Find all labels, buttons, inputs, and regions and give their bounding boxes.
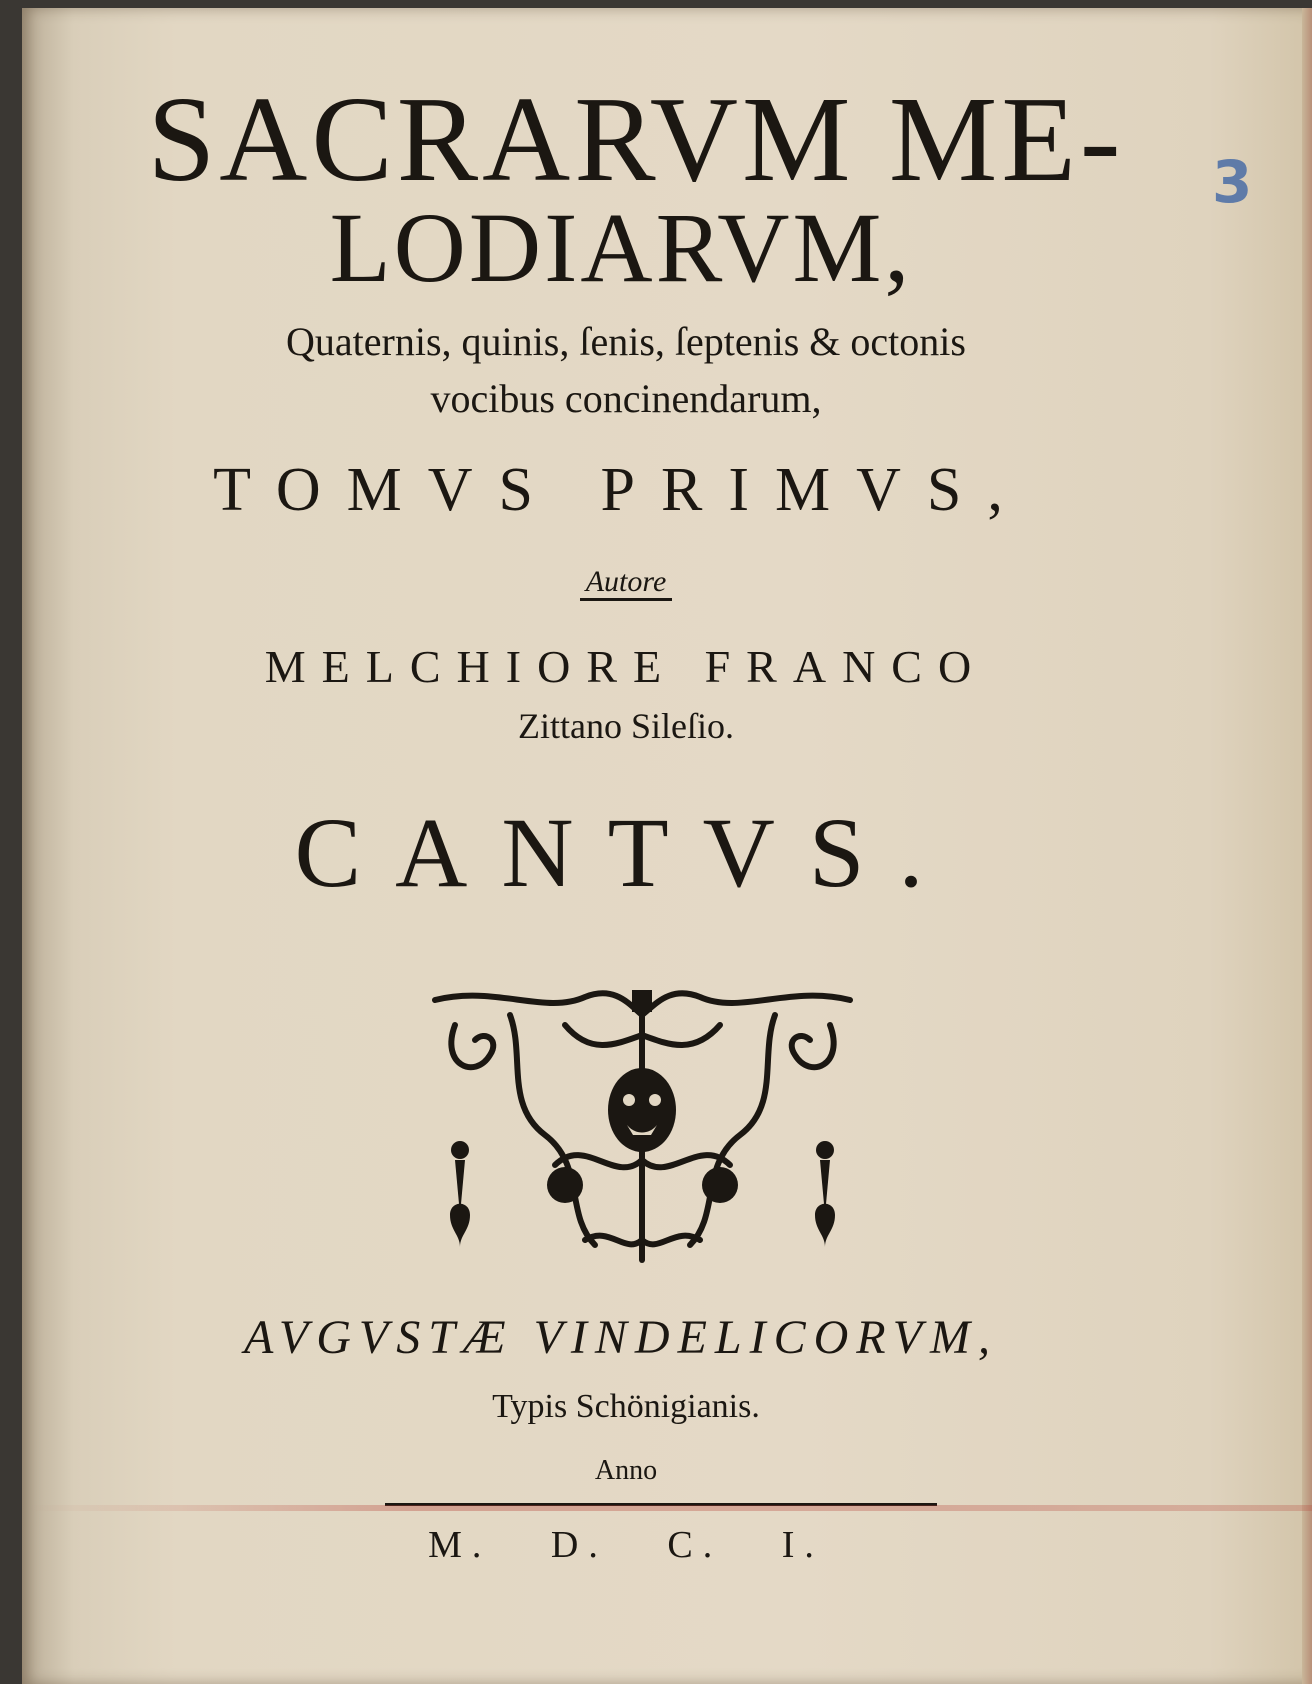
- shelfmark-number: 3: [1212, 148, 1253, 216]
- author-name: MELCHIORE FRANCO: [264, 641, 988, 692]
- subtitle-line-2: vocibus concinendarum,: [430, 376, 822, 421]
- part-heading: CANTVS.: [294, 797, 958, 908]
- subtitle-line-1: Quaternis, quinis, ſenis, ſeptenis & octonis: [286, 319, 966, 364]
- page-edge: [1302, 8, 1312, 1684]
- imprint-press: Typis Schönigianis.: [492, 1388, 760, 1425]
- author-origin: Zittano Sileſio.: [518, 706, 734, 746]
- author-prefix: [0, 565, 1282, 599]
- title-line-1: SACRARVM ME-: [147, 72, 1125, 207]
- author-prefix-text: Autore: [580, 565, 673, 601]
- anno-label: Anno: [594, 1455, 658, 1486]
- publication-year: M. D. C. I.: [428, 1524, 824, 1566]
- imprint-city: AVGVSTÆ VINDELICORVM,: [243, 1311, 999, 1364]
- page-fold-shadow: [28, 1505, 1312, 1511]
- printers-ornament: [415, 985, 870, 1270]
- title-line-2: LODIARVM,: [329, 192, 913, 303]
- volume-heading: TOMVS PRIMVS,: [213, 456, 1029, 524]
